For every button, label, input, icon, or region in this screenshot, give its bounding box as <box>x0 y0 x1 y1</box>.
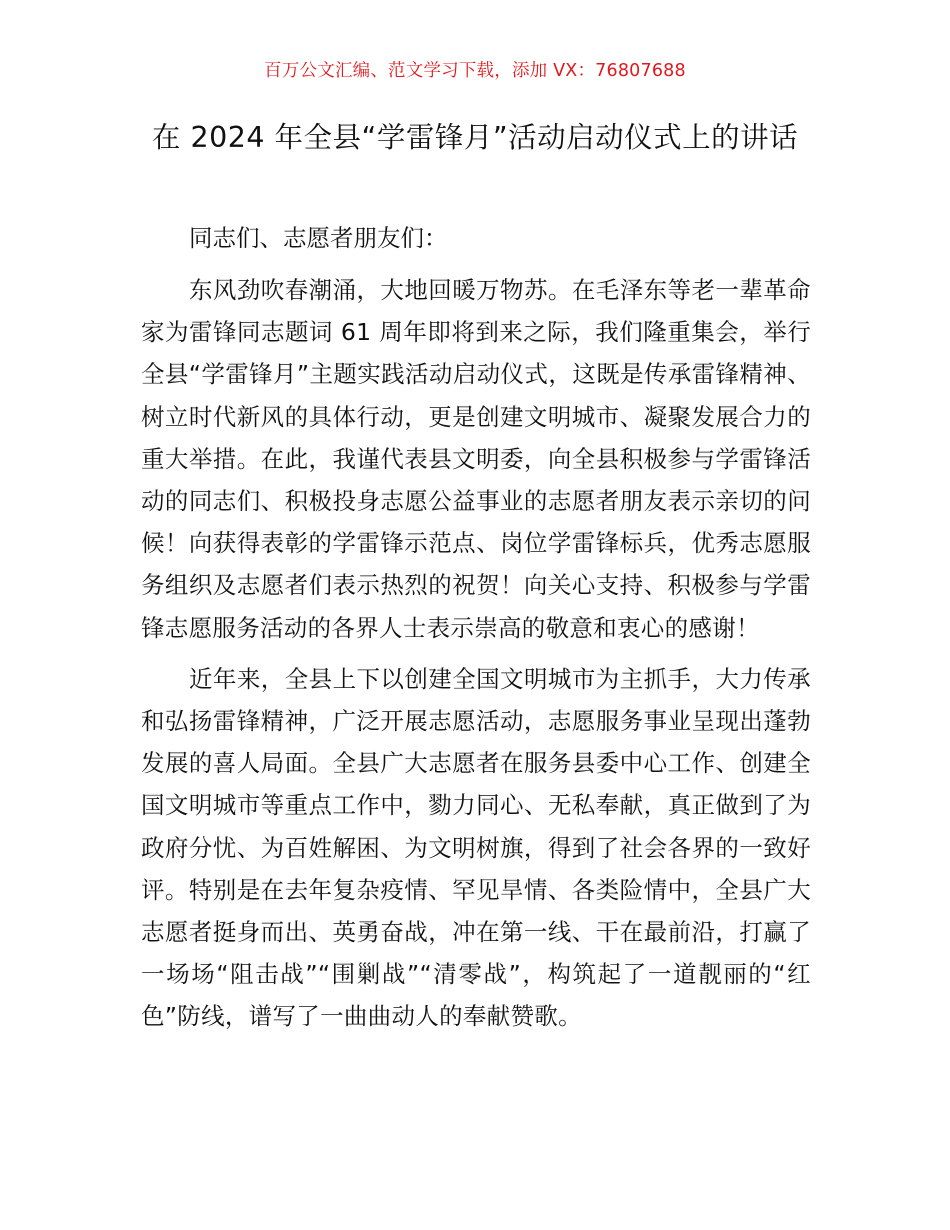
paragraph-2: 近年来，全县上下以创建全国文明城市为主抓手，大力传承和弘扬雷锋精神，广泛开展志愿活动，志愿服务事业呈现出蓬勃发展的喜人局面。全县广大志愿者在服务县委中心工作、创建全国文明城市等重点工作中，勠力同心、无私奉献，真正做到了为政府分忧、为百姓解困、为文明树旗，得到了社会各界的一致好评。特别是在去年复杂疫情、罕见旱情、各类险情中，全县广大志愿者挺身而出、英勇奋战，冲在第一线、干在最前沿，打赢了一场场“阻击战”“围剿战”“清零战”，构筑起了一道靓丽的“红色”防线，谱写了一曲曲动人的奉献赞歌。 <box>141 664 811 1031</box>
paragraph-1: 东风劲吹春潮涌，大地回暖万物苏。在毛泽东等老一辈革命家为雷锋同志题词 61 周年即将到来之际，我们隆重集会，举行全县“学雷锋月”主题实践活动启动仪式，这既是传承雷锋精神、树立时代新风的具体行动，更是创建文明城市、凝聚发展合力的重大举措。在此，我谨代表县文明委，向全县积极参与学雷锋活动的同志们、积极投身志愿公益事业的志愿者朋友表示亲切的问候！向获得表彰的学雷锋示范点、岗位学雷锋标兵，优秀志愿服务组织及志愿者们表示热烈的祝贺！向关心支持、积极参与学雷锋志愿服务活动的各界人士表示崇高的敬意和衷心的感谢！ <box>141 276 811 642</box>
document-body <box>141 217 811 1047</box>
salutation: 同志们、志愿者朋友们： <box>189 224 448 252</box>
document-title: 在 2024 年全县“学雷锋月”活动启动仪式上的讲话 <box>151 121 799 154</box>
watermark-header: 百万公文汇编、范文学习下载，添加 VX：76807688 <box>264 61 686 81</box>
